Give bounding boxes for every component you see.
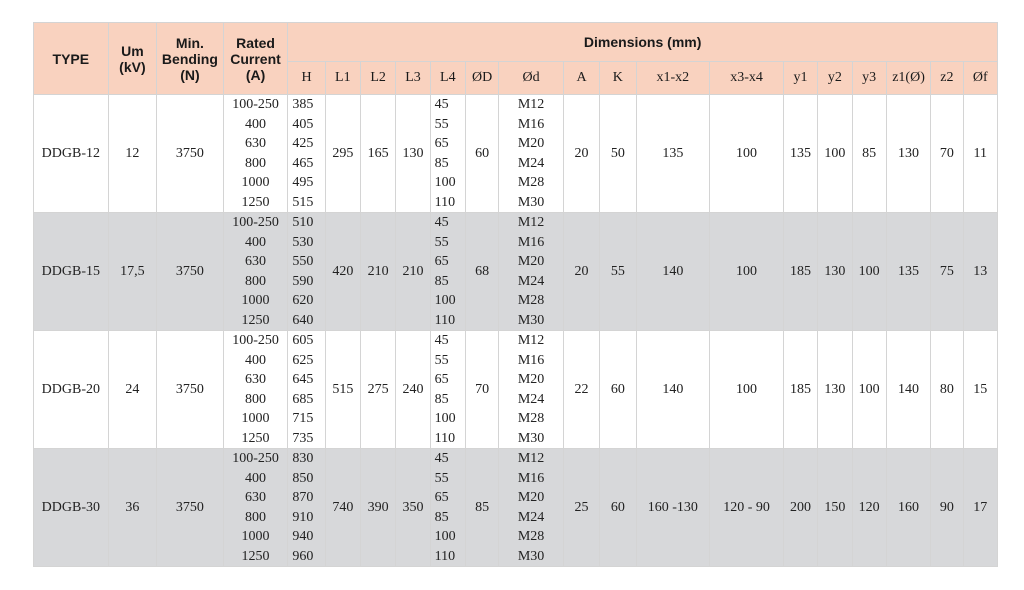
cell-thread-diameter-value: M24 [517,155,545,171]
col-header-um-line: Um [121,42,144,59]
cell-thread-diameter-value: M24 [517,273,545,289]
cell-type: DDGB-20 [34,331,109,449]
cell-h-value: 940 [292,529,314,544]
cell-h-value: 715 [292,411,314,426]
cell-l4-value: 45 [434,451,449,466]
cell-y3: 120 [852,449,886,567]
cell-thread-diameter [499,449,564,567]
cell-l1: 515 [325,331,360,449]
cell-l1: 295 [325,95,360,213]
cell-thread-diameter-value: M24 [517,391,545,407]
cell-l4-value: 85 [434,273,449,289]
cell-um: 12 [108,95,156,213]
cell-rated-current-value: 400 [245,116,267,132]
cell-y3: 85 [852,95,886,213]
cell-um: 17,5 [108,213,156,331]
col-header-x1-x2: x1-x2 [636,62,710,95]
col-header-l1: L1 [325,62,360,95]
cell-rated-current-value: 630 [245,136,267,151]
cell-z2: 70 [931,95,963,213]
cell-rated-current-value: 1250 [241,312,270,328]
cell-l3: 210 [396,213,430,331]
cell-rated-current-value: 630 [245,490,267,505]
cell-h-value: 605 [292,333,314,348]
cell-a: 22 [563,331,599,449]
cell-h [288,213,325,331]
col-header-l2: L2 [361,62,396,95]
cell-thread-diameter-value: M30 [517,548,545,564]
cell-x1-x2: 140 [636,213,710,331]
cell-rated-current-value: 800 [245,155,267,171]
cell-thread-diameter-value: M28 [517,175,545,190]
cell-thread-diameter-value: M20 [517,254,545,269]
cell-thread-diameter-value: M16 [517,352,545,368]
cell-y2: 150 [818,449,852,567]
cell-l1: 740 [325,449,360,567]
cell-rated-current-value: 800 [245,391,267,407]
cell-l4 [430,331,465,449]
cell-y2: 130 [818,331,852,449]
cell-rated-current-value: 1250 [241,194,270,210]
cell-z1: 130 [886,95,930,213]
cell-rated-current-value: 400 [245,352,267,368]
cell-a: 20 [563,95,599,213]
col-header-dimensions: Dimensions (mm) [288,23,998,62]
col-header-y3: y3 [852,62,886,95]
cell-rated-current-value: 100-250 [232,333,279,348]
cell-y1: 185 [783,331,817,449]
cell-h-value: 685 [292,391,314,407]
cell-h-value: 495 [292,175,314,190]
cell-rated-current-value: 1250 [241,548,270,564]
col-header-min-bending-line: (N) [180,66,200,83]
cell-l4-value: 100 [434,175,456,190]
cell-type: DDGB-15 [34,213,109,331]
cell-thread-diameter-value: M20 [517,372,545,387]
cell-rated-current-value: 1250 [241,430,270,446]
cell-l3: 350 [396,449,430,567]
cell-y3: 100 [852,331,886,449]
cell-rated-current [223,449,288,567]
col-header-thread-diameter: Ød [499,62,564,95]
cell-x3-x4: 100 [710,213,784,331]
cell-l4-value: 55 [434,116,449,132]
cell-y1: 200 [783,449,817,567]
cell-h-value: 625 [292,352,314,368]
cell-rated-current-value: 630 [245,254,267,269]
cell-rated-current-value: 100-250 [232,97,279,112]
table-row [34,331,998,449]
cell-l4 [430,95,465,213]
cell-h-value: 465 [292,155,314,171]
cell-h-value: 735 [292,430,314,446]
cell-thread-diameter-value: M28 [517,411,545,426]
cell-x1-x2: 135 [636,95,710,213]
col-header-min-bending [157,23,224,95]
cell-h-value: 515 [292,194,314,210]
cell-l4-value: 55 [434,352,449,368]
cell-l4-value: 55 [434,234,449,250]
dimensions-table [33,22,998,567]
col-header-um [108,23,156,95]
cell-h-value: 830 [292,451,314,466]
cell-rated-current-value: 1000 [241,529,270,544]
cell-outer-diameter: 85 [465,449,498,567]
cell-l4-value: 65 [434,490,449,505]
col-header-l3: L3 [396,62,430,95]
cell-a: 20 [563,213,599,331]
cell-l4 [430,213,465,331]
cell-l4-value: 100 [434,529,456,544]
cell-l4-value: 110 [434,548,456,564]
cell-l4-value: 45 [434,215,449,230]
cell-thread-diameter-value: M12 [517,333,545,348]
cell-thread-diameter-value: M28 [517,293,545,308]
cell-l4-value: 65 [434,372,449,387]
cell-f: 13 [963,213,997,331]
cell-min-bending: 3750 [157,331,224,449]
cell-h [288,95,325,213]
cell-l2: 165 [361,95,396,213]
cell-f: 15 [963,331,997,449]
cell-l4-value: 100 [434,411,456,426]
cell-min-bending: 3750 [157,213,224,331]
cell-min-bending: 3750 [157,95,224,213]
col-header-k: K [600,62,636,95]
cell-rated-current-value: 1000 [241,293,270,308]
cell-h-value: 510 [292,215,314,230]
cell-x3-x4: 100 [710,95,784,213]
cell-rated-current-value: 800 [245,509,267,525]
cell-l4-value: 110 [434,194,456,210]
cell-l2: 390 [361,449,396,567]
cell-rated-current [223,95,288,213]
cell-h-value: 405 [292,116,314,132]
cell-thread-diameter [499,213,564,331]
col-header-min-bending-line: Bending [161,50,218,67]
cell-l4-value: 65 [434,254,449,269]
cell-min-bending: 3750 [157,449,224,567]
cell-l1: 420 [325,213,360,331]
cell-rated-current [223,331,288,449]
cell-type: DDGB-12 [34,95,109,213]
cell-z1: 135 [886,213,930,331]
cell-thread-diameter-value: M28 [517,529,545,544]
cell-outer-diameter: 70 [465,331,498,449]
cell-y3: 100 [852,213,886,331]
cell-l4-value: 110 [434,312,456,328]
cell-rated-current-value: 1000 [241,175,270,190]
cell-a: 25 [563,449,599,567]
cell-z2: 75 [931,213,963,331]
table-row [34,213,998,331]
cell-l4 [430,449,465,567]
cell-thread-diameter-value: M12 [517,451,545,466]
cell-thread-diameter-value: M24 [517,509,545,525]
cell-f: 17 [963,449,997,567]
col-header-l4: L4 [430,62,465,95]
cell-thread-diameter-value: M30 [517,430,545,446]
col-header-y1: y1 [783,62,817,95]
cell-z2: 80 [931,331,963,449]
col-header-y2: y2 [818,62,852,95]
cell-k: 60 [600,331,636,449]
cell-l4-value: 45 [434,97,449,112]
col-header-rated-current-line: (A) [245,66,266,83]
cell-um: 36 [108,449,156,567]
cell-h-value: 550 [292,254,314,269]
header-row [34,23,998,62]
cell-k: 55 [600,213,636,331]
col-header-z2: z2 [931,62,963,95]
cell-thread-diameter [499,95,564,213]
cell-h-value: 530 [292,234,314,250]
cell-l4-value: 55 [434,470,449,486]
col-header-min-bending-line: Min. [175,34,204,51]
cell-thread-diameter-value: M16 [517,234,545,250]
cell-k: 50 [600,95,636,213]
col-header-rated-current-line: Rated [236,34,275,51]
cell-x3-x4: 100 [710,331,784,449]
cell-l2: 210 [361,213,396,331]
cell-thread-diameter-value: M20 [517,490,545,505]
cell-l3: 130 [396,95,430,213]
cell-x3-x4: 120 - 90 [710,449,784,567]
cell-l4-value: 110 [434,430,456,446]
cell-thread-diameter-value: M16 [517,470,545,486]
cell-h-value: 645 [292,372,314,387]
cell-rated-current-value: 400 [245,470,267,486]
cell-h-value: 640 [292,312,314,328]
cell-x1-x2: 160 -130 [636,449,710,567]
cell-rated-current-value: 1000 [241,411,270,426]
cell-outer-diameter: 60 [465,95,498,213]
col-header-x3-x4: x3-x4 [710,62,784,95]
cell-um: 24 [108,331,156,449]
cell-l4-value: 85 [434,509,449,525]
col-header-a: A [563,62,599,95]
col-header-rated-current [223,23,288,95]
cell-h [288,449,325,567]
cell-thread-diameter-value: M12 [517,215,545,230]
col-header-h: H [288,62,325,95]
cell-y1: 185 [783,213,817,331]
cell-l4-value: 100 [434,293,456,308]
cell-rated-current [223,213,288,331]
cell-thread-diameter-value: M16 [517,116,545,132]
cell-y2: 130 [818,213,852,331]
table-row [34,449,998,567]
cell-rated-current-value: 100-250 [232,215,279,230]
cell-h-value: 850 [292,470,314,486]
cell-h-value: 590 [292,273,314,289]
cell-h [288,331,325,449]
cell-z1: 160 [886,449,930,567]
cell-f: 11 [963,95,997,213]
table-row [34,95,998,213]
col-header-rated-current-line: Current [230,50,281,67]
cell-h-value: 910 [292,509,314,525]
cell-h-value: 620 [292,293,314,308]
cell-rated-current-value: 630 [245,372,267,387]
cell-thread-diameter [499,331,564,449]
cell-thread-diameter-value: M30 [517,312,545,328]
cell-l2: 275 [361,331,396,449]
cell-z2: 90 [931,449,963,567]
cell-thread-diameter-value: M20 [517,136,545,151]
cell-l4-value: 85 [434,391,449,407]
cell-thread-diameter-value: M30 [517,194,545,210]
cell-rated-current-value: 100-250 [232,451,279,466]
cell-k: 60 [600,449,636,567]
cell-h-value: 870 [292,490,314,505]
col-header-outer-diameter: ØD [465,62,498,95]
cell-l4-value: 85 [434,155,449,171]
cell-l4-value: 65 [434,136,449,151]
cell-thread-diameter-value: M12 [517,97,545,112]
cell-z1: 140 [886,331,930,449]
cell-rated-current-value: 400 [245,234,267,250]
cell-l4-value: 45 [434,333,449,348]
col-header-z1: z1(Ø) [886,62,930,95]
col-header-f: Øf [963,62,997,95]
cell-y1: 135 [783,95,817,213]
cell-rated-current-value: 800 [245,273,267,289]
cell-type: DDGB-30 [34,449,109,567]
cell-l3: 240 [396,331,430,449]
cell-outer-diameter: 68 [465,213,498,331]
col-header-type: TYPE [34,23,109,95]
cell-y2: 100 [818,95,852,213]
cell-h-value: 960 [292,548,314,564]
cell-h-value: 385 [292,97,314,112]
cell-h-value: 425 [292,136,314,151]
cell-x1-x2: 140 [636,331,710,449]
col-header-um-line: (kV) [119,58,146,75]
